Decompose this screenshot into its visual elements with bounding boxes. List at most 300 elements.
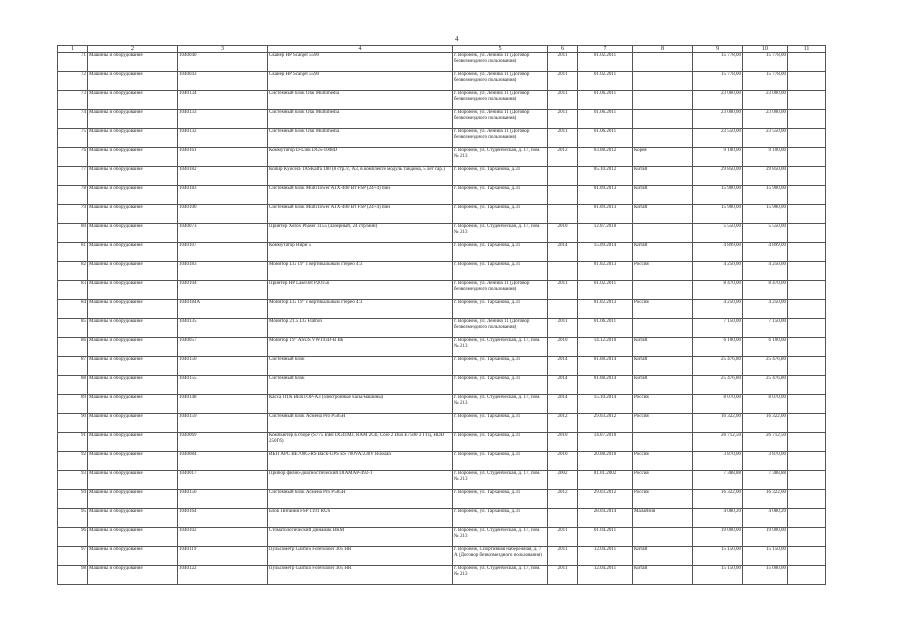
residual-cost-cell: 5 550,00: [743, 224, 788, 243]
date-cell: 12.04.2011: [578, 566, 633, 585]
location-cell: г. Воронеж, ул. Тарханова, д.31: [453, 300, 548, 319]
date-cell: 01.02.2013: [578, 300, 633, 319]
asset-name-cell: Системный блок Olai Multimedia: [268, 91, 453, 110]
initial-cost-cell: 15 150,00: [693, 566, 743, 585]
table-row: [58, 167, 826, 186]
empty-cell: [788, 262, 826, 281]
asset-class-cell: Машины и оборудование: [88, 547, 178, 566]
asset-class-cell: Машины и оборудование: [88, 319, 178, 338]
date-cell: 01.08.2014: [578, 357, 633, 376]
asset-class-cell: Машины и оборудование: [88, 243, 178, 262]
residual-cost-cell: 29 850,00: [743, 167, 788, 186]
inventory-number-cell: 1040159: [178, 414, 268, 433]
asset-class-cell: Машины и оборудование: [88, 224, 178, 243]
table-row: [58, 148, 826, 167]
inventory-number-cell: 1040182: [178, 167, 268, 186]
country-cell: Китай: [633, 566, 693, 585]
initial-cost-cell: 16 322,00: [693, 490, 743, 509]
date-cell: 01.06.2011: [578, 91, 633, 110]
table-row: [58, 357, 826, 376]
location-cell: г. Воронеж, ул. Тарханова, д.31: [453, 452, 548, 471]
row-number-cell: 83: [58, 281, 88, 300]
country-cell: Россия: [633, 262, 693, 281]
table-row: [58, 528, 826, 547]
asset-class-cell: Машины и оборудование: [88, 281, 178, 300]
year-cell: [548, 167, 578, 186]
asset-name-cell: Монитор 19" ASUS VW193D-B Bk: [268, 338, 453, 357]
asset-class-cell: Машины и оборудование: [88, 395, 178, 414]
country-cell: [633, 53, 693, 72]
asset-name-cell: Монитор LG 19" с вертикальным стерео 4:3: [268, 300, 453, 319]
location-cell: г. Воронеж, ул. Студенческая, д. 17, пом. № 213: [453, 471, 548, 490]
table-row: [58, 72, 826, 91]
residual-cost-cell: 7 150,00: [743, 319, 788, 338]
asset-name-cell: Касса ПТК ВЕКТОР-А3 (электронные часы/машины): [268, 395, 453, 414]
row-number-cell: 75: [58, 129, 88, 148]
initial-cost-cell: 25 476,80: [693, 357, 743, 376]
empty-cell: [788, 53, 826, 72]
table-row: [58, 452, 826, 471]
location-cell: г. Воронеж, ул. Тарханова, д.31: [453, 167, 548, 186]
empty-cell: [788, 281, 826, 300]
row-number-cell: 89: [58, 395, 88, 414]
inventory-number-cell: 1040155: [178, 376, 268, 395]
inventory-number-cell: 1040104: [178, 281, 268, 300]
table-row: [58, 414, 826, 433]
date-cell: 12.07.2010: [578, 224, 633, 243]
row-number-cell: 87: [58, 357, 88, 376]
asset-name-cell: Системный блок: [268, 357, 453, 376]
asset-class-cell: Машины и оборудование: [88, 167, 178, 186]
table-row: [58, 110, 826, 129]
inventory-number-cell: 1040135: [178, 319, 268, 338]
inventory-number-cell: 1040119: [178, 547, 268, 566]
country-cell: [633, 91, 693, 110]
year-cell: [548, 186, 578, 205]
initial-cost-cell: 9 100,00: [693, 148, 743, 167]
initial-cost-cell: 23 550,00: [693, 129, 743, 148]
table-row: [58, 224, 826, 243]
row-number-cell: 81: [58, 243, 88, 262]
residual-cost-cell: 25 476,80: [743, 357, 788, 376]
asset-class-cell: Машины и оборудование: [88, 300, 178, 319]
year-cell: 2011: [548, 129, 578, 148]
date-cell: 12.04.2011: [578, 547, 633, 566]
asset-class-cell: Машины и оборудование: [88, 509, 178, 528]
initial-cost-cell: 8 470,00: [693, 281, 743, 300]
inventory-number-cell: 1040134: [178, 91, 268, 110]
row-number-cell: 88: [58, 376, 88, 395]
date-cell: 01.06.2011: [578, 110, 633, 129]
asset-name-cell: Принтер HP LaserJet P2015n: [268, 281, 453, 300]
column-header: 4: [268, 46, 453, 53]
year-cell: 2012: [548, 148, 578, 167]
empty-cell: [788, 338, 826, 357]
residual-cost-cell: 23 000,00: [743, 110, 788, 129]
empty-cell: [788, 528, 826, 547]
inventory-number-cell: 1040183: [178, 186, 268, 205]
location-cell: г. Воронеж, ул. Ленина 11 (Договор безвозмездного пользования): [453, 91, 548, 110]
location-cell: г. Воронеж, ул. Тарханова, д.31: [453, 433, 548, 452]
residual-cost-cell: 4 080,20: [743, 509, 788, 528]
column-header: 10: [743, 46, 788, 53]
inventory-number-cell: 1040017: [178, 471, 268, 490]
empty-cell: [788, 414, 826, 433]
residual-cost-cell: 19 000,00: [743, 528, 788, 547]
asset-class-cell: Машины и оборудование: [88, 566, 178, 585]
country-cell: Китай: [633, 167, 693, 186]
initial-cost-cell: 26 712,50: [693, 433, 743, 452]
year-cell: 2011: [548, 528, 578, 547]
table-row: [58, 319, 826, 338]
inventory-number-cell: 1040107: [178, 243, 268, 262]
asset-class-cell: Машины и оборудование: [88, 414, 178, 433]
country-cell: [633, 528, 693, 547]
location-cell: г. Воронеж, ул. Тарханова, д.31: [453, 357, 548, 376]
residual-cost-cell: 15 778,00: [743, 72, 788, 91]
country-cell: [633, 224, 693, 243]
asset-name-cell: Системный блок: [268, 376, 453, 395]
asset-name-cell: Блок Питания FSP 1191 RUS: [268, 509, 453, 528]
residual-cost-cell: 16 322,00: [743, 490, 788, 509]
empty-cell: [788, 167, 826, 186]
date-cell: 01.09.2013: [578, 205, 633, 224]
empty-cell: [788, 148, 826, 167]
year-cell: 2011: [548, 319, 578, 338]
date-cell: 29.03.2012: [578, 490, 633, 509]
inventory-number-cell: 1040184А: [178, 300, 268, 319]
empty-cell: [788, 205, 826, 224]
empty-cell: [788, 357, 826, 376]
location-cell: г. Воронеж, ул. Тарханова, д.31: [453, 205, 548, 224]
column-header: 7: [578, 46, 633, 53]
location-cell: г. Воронеж, ул. Тарханова, д.31: [453, 490, 548, 509]
row-number-cell: 77: [58, 167, 88, 186]
country-cell: Китай: [633, 547, 693, 566]
country-cell: Россия: [633, 490, 693, 509]
inventory-number-cell: 1040084: [178, 452, 268, 471]
residual-cost-cell: 23 550,00: [743, 129, 788, 148]
asset-name-cell: Системный блок Olai Multimedia: [268, 129, 453, 148]
asset-class-cell: Машины и оборудование: [88, 376, 178, 395]
initial-cost-cell: 4 250,00: [693, 300, 743, 319]
column-header: 9: [693, 46, 743, 53]
year-cell: [548, 509, 578, 528]
row-number-cell: 95: [58, 509, 88, 528]
residual-cost-cell: 4 899,00: [743, 243, 788, 262]
empty-cell: [788, 452, 826, 471]
asset-class-cell: Машины и оборудование: [88, 91, 178, 110]
table-row: [58, 490, 826, 509]
date-cell: 01.02.2013: [578, 262, 633, 281]
row-number-cell: 74: [58, 110, 88, 129]
date-cell: 01.09.2013: [578, 186, 633, 205]
country-cell: [633, 319, 693, 338]
table-row: [58, 205, 826, 224]
date-cell: 01.04.2011: [578, 528, 633, 547]
initial-cost-cell: 3 870,00: [693, 452, 743, 471]
empty-cell: [788, 509, 826, 528]
initial-cost-cell: 15 900,00: [693, 205, 743, 224]
country-cell: Россия: [633, 395, 693, 414]
year-cell: [548, 205, 578, 224]
table-row: [58, 566, 826, 585]
row-number-cell: 93: [58, 471, 88, 490]
location-cell: г. Воронеж, ул. Студенческая, д. 17, пом. № 213: [453, 395, 548, 414]
inventory-number-cell: 1040156: [178, 490, 268, 509]
asset-name-cell: Сканер HP Scanjet 5590: [268, 53, 453, 72]
row-number-cell: 96: [58, 528, 88, 547]
empty-cell: [788, 224, 826, 243]
asset-class-cell: Машины и оборудование: [88, 338, 178, 357]
initial-cost-cell: 8 070,00: [693, 395, 743, 414]
inventory-number-cell: 1040102: [178, 528, 268, 547]
country-cell: Китай: [633, 243, 693, 262]
residual-cost-cell: 6 100,00: [743, 338, 788, 357]
asset-class-cell: Машины и оборудование: [88, 186, 178, 205]
inventory-number-cell: 1040073: [178, 224, 268, 243]
table-row: [58, 53, 826, 72]
table-row: [58, 376, 826, 395]
page-number: 4: [455, 35, 459, 43]
table-row: [58, 338, 826, 357]
column-header: 8: [633, 46, 693, 53]
location-cell: г. Воронеж, ул. Студенческая, д. 17, пом. № 213: [453, 528, 548, 547]
table-row: [58, 91, 826, 110]
year-cell: 2014: [548, 376, 578, 395]
date-cell: 28.04.2014: [578, 509, 633, 528]
initial-cost-cell: 25 476,80: [693, 376, 743, 395]
row-number-cell: 79: [58, 205, 88, 224]
location-cell: г. Воронеж, ул. Тарханова, д.31: [453, 262, 548, 281]
country-cell: Корея: [633, 148, 693, 167]
date-cell: 01.01.2002: [578, 471, 633, 490]
table-row: [58, 395, 826, 414]
initial-cost-cell: 29 850,00: [693, 167, 743, 186]
location-cell: г. Воронеж, ул. Тарханова, д.31: [453, 243, 548, 262]
residual-cost-cell: 23 000,00: [743, 91, 788, 110]
residual-cost-cell: 25 476,80: [743, 376, 788, 395]
empty-cell: [788, 186, 826, 205]
date-cell: 20.08.2010: [578, 452, 633, 471]
asset-name-cell: Компьютер в сборе (S775 Intel DG41MJ, RAM 2Gb, Core 2 Duo E7500 3 ГГц, HDD 250Гб): [268, 433, 453, 452]
date-cell: 29.03.2012: [578, 414, 633, 433]
country-cell: Китай: [633, 205, 693, 224]
residual-cost-cell: 9 100,00: [743, 148, 788, 167]
date-cell: 14.12.2010: [578, 338, 633, 357]
location-cell: г. Воронеж, Спортивная набережная, д. 7 А (Договор безвозмездного пользования): [453, 547, 548, 566]
initial-cost-cell: 7 150,00: [693, 319, 743, 338]
date-cell: 01.02.2011: [578, 72, 633, 91]
empty-cell: [788, 129, 826, 148]
residual-cost-cell: 15 000,00: [743, 566, 788, 585]
country-cell: Китай: [633, 186, 693, 205]
asset-class-cell: Машины и оборудование: [88, 205, 178, 224]
asset-name-cell: Пульсометр Garmin Forerunner 305 HR: [268, 566, 453, 585]
country-cell: [633, 281, 693, 300]
initial-cost-cell: 4 250,00: [693, 262, 743, 281]
table-row: [58, 243, 826, 262]
year-cell: 2002: [548, 471, 578, 490]
residual-cost-cell: 15 900,00: [743, 186, 788, 205]
row-number-cell: 98: [58, 566, 88, 585]
location-cell: г. Воронеж, ул. Ленина 11 (Договор безвозмездного пользования): [453, 281, 548, 300]
inventory-number-cell: 1040122: [178, 566, 268, 585]
asset-name-cell: Монитор LG 19" с вертикальным стерео 4:3: [268, 262, 453, 281]
column-header: 6: [548, 46, 578, 53]
country-cell: Россия: [633, 414, 693, 433]
column-header: 5: [453, 46, 548, 53]
inventory-number-cell: 1040161: [178, 148, 268, 167]
asset-name-cell: Копир Kyocera TASKalfa 180 (8 стр./с, А3, в комплекте модуль тандема, 5 лет гар.): [268, 167, 453, 186]
location-cell: г. Воронеж, ул. Тарханова, д.31: [453, 414, 548, 433]
date-cell: 01.02.2011: [578, 281, 633, 300]
date-cell: 15.09.2014: [578, 243, 633, 262]
year-cell: 2011: [548, 91, 578, 110]
inventory-number-cell: 1040043: [178, 72, 268, 91]
location-cell: г. Воронеж, ул. Тарханова, д.31: [453, 509, 548, 528]
year-cell: 2011: [548, 110, 578, 129]
table-row: [58, 262, 826, 281]
asset-name-cell: Монитор 21.5 LG Flatron: [268, 319, 453, 338]
country-cell: Россия: [633, 452, 693, 471]
inventory-number-cell: 1040164: [178, 509, 268, 528]
initial-cost-cell: 7 388,88: [693, 471, 743, 490]
row-number-cell: 92: [58, 452, 88, 471]
asset-name-cell: Сканер HP Scanjet 5590: [268, 72, 453, 91]
table-row: [58, 433, 826, 452]
initial-cost-cell: 15 778,00: [693, 72, 743, 91]
inventory-number-cell: 1040040: [178, 53, 268, 72]
location-cell: г. Воронеж, ул. Ленина 11 (Договор безвозмездного пользования): [453, 319, 548, 338]
residual-cost-cell: 26 712,50: [743, 433, 788, 452]
asset-class-cell: Машины и оборудование: [88, 262, 178, 281]
residual-cost-cell: 7 388,88: [743, 471, 788, 490]
year-cell: 2014: [548, 243, 578, 262]
date-cell: 01.02.2011: [578, 53, 633, 72]
row-number-cell: 82: [58, 262, 88, 281]
row-number-cell: 94: [58, 490, 88, 509]
table-row: [58, 129, 826, 148]
initial-cost-cell: 6 100,00: [693, 338, 743, 357]
asset-name-cell: Системный блок MultiTower ATX-400 Вт FSP (24+4) пин: [268, 186, 453, 205]
column-number-header-row: [58, 46, 826, 53]
asset-name-cell: Коммутатор Нири 5: [268, 243, 453, 262]
year-cell: 2011: [548, 566, 578, 585]
year-cell: 2010: [548, 338, 578, 357]
residual-cost-cell: 15 778,00: [743, 53, 788, 72]
empty-cell: [788, 110, 826, 129]
table-row: [58, 547, 826, 566]
row-number-cell: 78: [58, 186, 88, 205]
date-cell: 05.10.2012: [578, 167, 633, 186]
initial-cost-cell: 23 000,00: [693, 110, 743, 129]
initial-cost-cell: 15 900,00: [693, 186, 743, 205]
residual-cost-cell: 8 470,00: [743, 281, 788, 300]
row-number-cell: 84: [58, 300, 88, 319]
row-number-cell: 80: [58, 224, 88, 243]
empty-cell: [788, 490, 826, 509]
date-cell: 01.08.2014: [578, 376, 633, 395]
year-cell: 2014: [548, 357, 578, 376]
year-cell: 2011: [548, 547, 578, 566]
table-row: [58, 509, 826, 528]
column-header: 3: [178, 46, 268, 53]
empty-cell: [788, 319, 826, 338]
inventory-number-cell: 1040148: [178, 395, 268, 414]
row-number-cell: 90: [58, 414, 88, 433]
country-cell: [633, 129, 693, 148]
country-cell: Малайзия: [633, 509, 693, 528]
location-cell: г. Воронеж, ул. Ленина 11 (Договор безвозмездного пользования): [453, 53, 548, 72]
inventory-number-cell: 1040100: [178, 205, 268, 224]
country-cell: Россия: [633, 471, 693, 490]
row-number-cell: 86: [58, 338, 88, 357]
row-number-cell: 97: [58, 547, 88, 566]
empty-cell: [788, 376, 826, 395]
year-cell: 2014: [548, 395, 578, 414]
empty-cell: [788, 72, 826, 91]
asset-class-cell: Машины и оборудование: [88, 471, 178, 490]
asset-class-cell: Машины и оборудование: [88, 53, 178, 72]
initial-cost-cell: 23 000,00: [693, 91, 743, 110]
location-cell: г. Воронеж, ул. Тарханова, д.31: [453, 186, 548, 205]
empty-cell: [788, 566, 826, 585]
initial-cost-cell: 5 550,00: [693, 224, 743, 243]
empty-cell: [788, 300, 826, 319]
asset-name-cell: Прибор физио-диагностический DIAMAP-492-1: [268, 471, 453, 490]
asset-name-cell: Принтер Xerox Phaser 3155 (лазерный, 24 стр/мин): [268, 224, 453, 243]
inventory-number-cell: 1040132: [178, 129, 268, 148]
location-cell: г. Воронеж, ул. Студенческая, д. 17, пом. № 213: [453, 148, 548, 167]
row-number-cell: 73: [58, 91, 88, 110]
empty-cell: [788, 243, 826, 262]
asset-class-cell: Машины и оборудование: [88, 148, 178, 167]
asset-name-cell: Системный блок Асмена Pro P585Н: [268, 414, 453, 433]
column-header: 2: [88, 46, 178, 53]
country-cell: [633, 433, 693, 452]
location-cell: г. Воронеж, ул. Студенческая, д. 17, пом. № 213: [453, 566, 548, 585]
column-header: 1: [58, 46, 88, 53]
asset-class-cell: Машины и оборудование: [88, 528, 178, 547]
table-row: [58, 186, 826, 205]
asset-class-cell: Машины и оборудование: [88, 110, 178, 129]
row-number-cell: 72: [58, 72, 88, 91]
year-cell: 2010: [548, 433, 578, 452]
row-number-cell: 85: [58, 319, 88, 338]
asset-name-cell: Коммутатор D-Link DGS-1008D: [268, 148, 453, 167]
initial-cost-cell: 15 150,00: [693, 547, 743, 566]
year-cell: 2011: [548, 72, 578, 91]
date-cell: 03.08.2012: [578, 148, 633, 167]
initial-cost-cell: 19 000,00: [693, 528, 743, 547]
asset-name-cell: Системный блок MultiTower ATX-400 Вт FSP (24+4) пин: [268, 205, 453, 224]
location-cell: г. Воронеж, ул. Тарханова, д.31: [453, 376, 548, 395]
country-cell: [633, 72, 693, 91]
asset-name-cell: ИБП APC BE700G-RS Back-UPS ES 700VA/230V Russian: [268, 452, 453, 471]
row-number-cell: 71: [58, 53, 88, 72]
asset-class-cell: Машины и оборудование: [88, 490, 178, 509]
row-number-cell: 76: [58, 148, 88, 167]
asset-name-cell: Пульсометр Garmin Forerunner 305 HR: [268, 547, 453, 566]
empty-cell: [788, 91, 826, 110]
residual-cost-cell: 15 900,00: [743, 205, 788, 224]
location-cell: г. Воронеж, ул. Студенческая, д. 17, пом. № 213: [453, 224, 548, 243]
location-cell: г. Воронеж, ул. Студенческая, д. 17, пом. № 213: [453, 338, 548, 357]
column-header: 11: [788, 46, 826, 53]
residual-cost-cell: 8 070,00: [743, 395, 788, 414]
residual-cost-cell: 16 322,00: [743, 414, 788, 433]
